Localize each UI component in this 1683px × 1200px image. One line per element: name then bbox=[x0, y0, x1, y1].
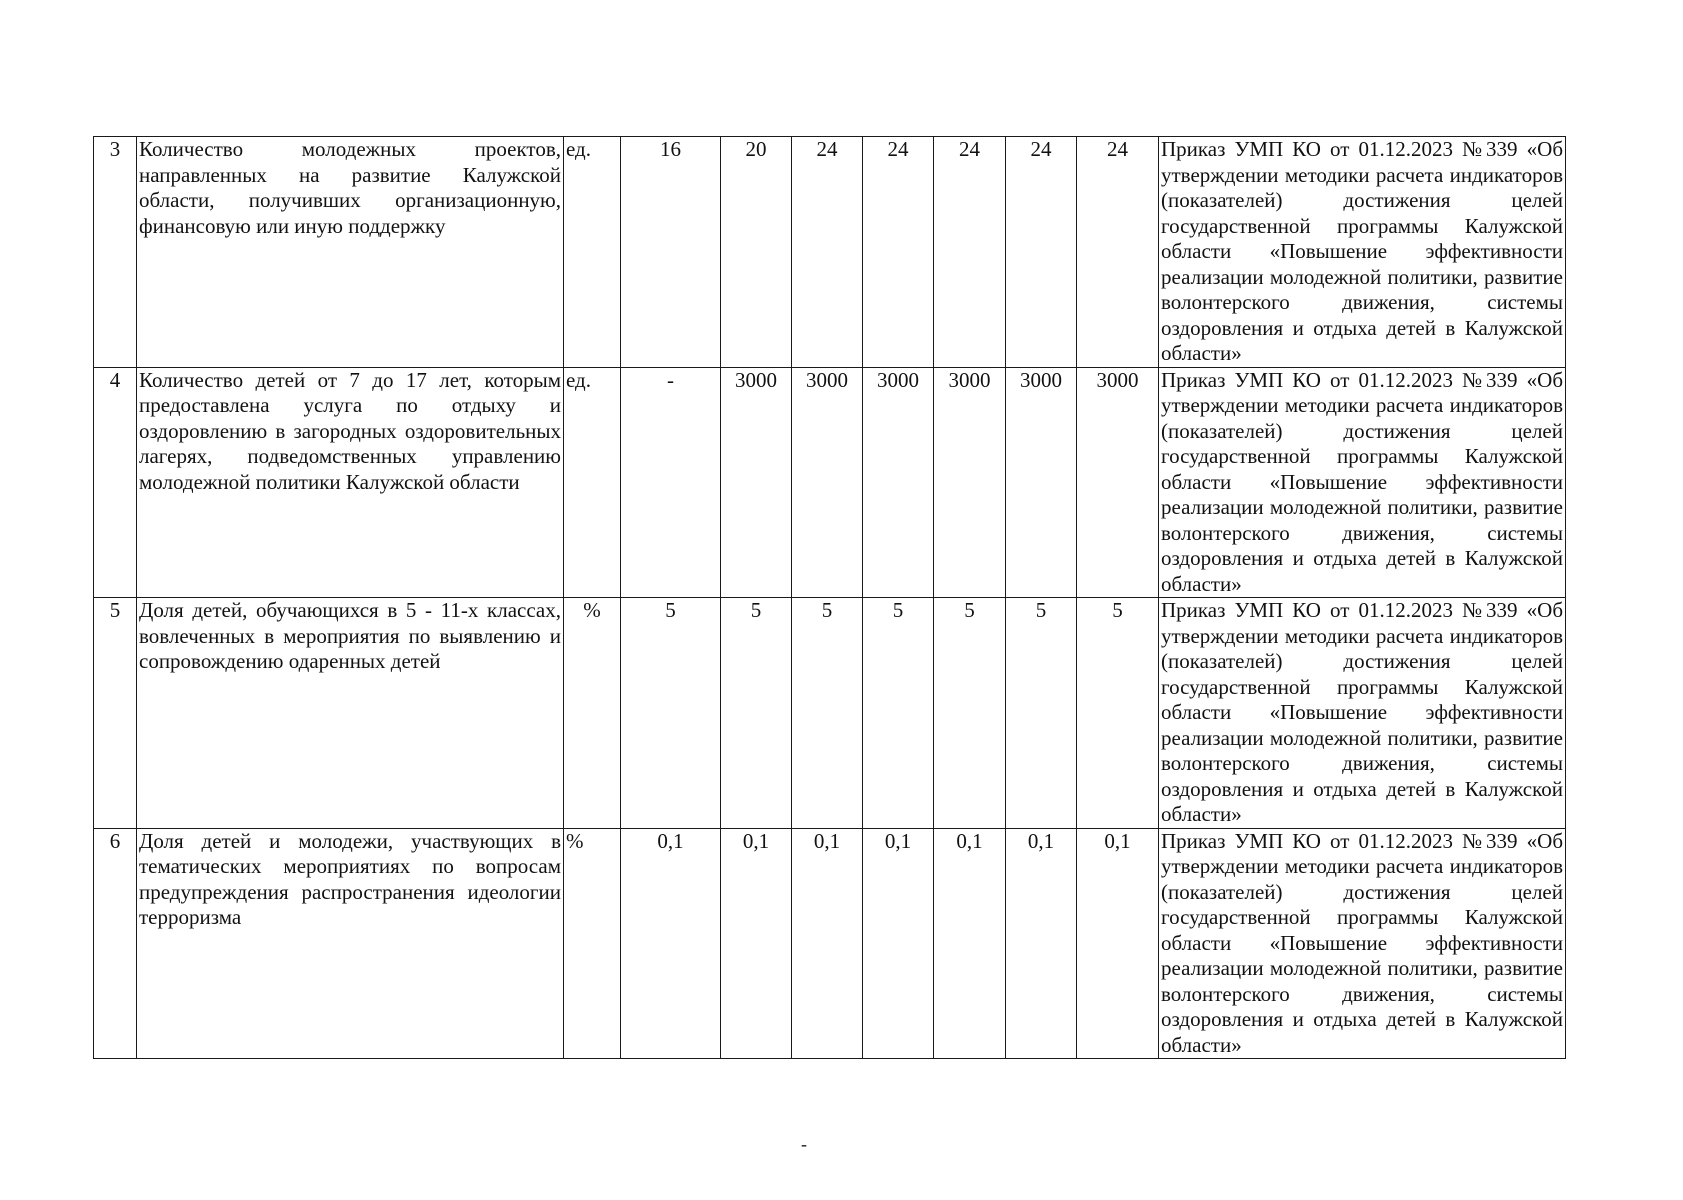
value-cell: 16 bbox=[621, 137, 721, 368]
value-cell: 24 bbox=[1006, 137, 1077, 368]
table-row bbox=[94, 137, 1566, 368]
value-cell: 3000 bbox=[792, 367, 863, 598]
page-mark: - bbox=[801, 1134, 807, 1154]
unit-cell: % bbox=[564, 828, 621, 1059]
value-cell: 24 bbox=[934, 137, 1006, 368]
value-cell: 0,1 bbox=[621, 828, 721, 1059]
indicator-name: Количество молодежных проектов, направленных на развитие Калужской области, получивших организационную, финансовую или иную поддержку bbox=[137, 137, 564, 368]
source-cell: Приказ УМП КО от 01.12.2023 №339 «Об утверждении методики расчета индикаторов (показателей) достижения целей государственной программы Калужской области «Повышение эффективности реализации молодежной политики, развитие волонтерского движения, системы оздоровления и отдыха детей в Калужской области» bbox=[1159, 367, 1566, 598]
value-cell: 0,1 bbox=[934, 828, 1006, 1059]
indicator-name: Доля детей, обучающихся в 5 - 11-х классах, вовлеченных в мероприятия по выявлению и сопровождению одаренных детей bbox=[137, 598, 564, 829]
value-cell: 3000 bbox=[1006, 367, 1077, 598]
value-cell: 3000 bbox=[863, 367, 934, 598]
value-cell: 5 bbox=[1006, 598, 1077, 829]
value-cell: 5 bbox=[863, 598, 934, 829]
value-cell: 0,1 bbox=[1006, 828, 1077, 1059]
value-cell: 0,1 bbox=[863, 828, 934, 1059]
row-number: 6 bbox=[94, 828, 137, 1059]
value-cell: 0,1 bbox=[721, 828, 792, 1059]
unit-cell: % bbox=[564, 598, 621, 829]
unit-cell: ед. bbox=[564, 137, 621, 368]
value-cell: 3000 bbox=[1077, 367, 1159, 598]
value-cell: 24 bbox=[1077, 137, 1159, 368]
table-row bbox=[94, 598, 1566, 829]
table-row bbox=[94, 828, 1566, 1059]
indicator-name: Количество детей от 7 до 17 лет, которым предоставлена услуга по отдыху и оздоровлению в загородных оздоровительных лагерях, подведомственных управлению молодежной политики Калужской области bbox=[137, 367, 564, 598]
table-row bbox=[94, 367, 1566, 598]
value-cell: 3000 bbox=[721, 367, 792, 598]
value-cell: 0,1 bbox=[1077, 828, 1159, 1059]
value-cell: 5 bbox=[1077, 598, 1159, 829]
row-number: 3 bbox=[94, 137, 137, 368]
row-number: 5 bbox=[94, 598, 137, 829]
indicator-name: Доля детей и молодежи, участвующих в тематических мероприятиях по вопросам предупреждения распространения идеологии терроризма bbox=[137, 828, 564, 1059]
source-cell: Приказ УМП КО от 01.12.2023 №339 «Об утверждении методики расчета индикаторов (показателей) достижения целей государственной программы Калужской области «Повышение эффективности реализации молодежной политики, развитие волонтерского движения, системы оздоровления и отдыха детей в Калужской области» bbox=[1159, 137, 1566, 368]
value-cell: 0,1 bbox=[792, 828, 863, 1059]
value-cell: 5 bbox=[721, 598, 792, 829]
unit-cell: ед. bbox=[564, 367, 621, 598]
value-cell: 20 bbox=[721, 137, 792, 368]
value-cell: 5 bbox=[934, 598, 1006, 829]
value-cell: - bbox=[621, 367, 721, 598]
value-cell: 5 bbox=[621, 598, 721, 829]
value-cell: 24 bbox=[863, 137, 934, 368]
value-cell: 24 bbox=[792, 137, 863, 368]
row-number: 4 bbox=[94, 367, 137, 598]
source-cell: Приказ УМП КО от 01.12.2023 №339 «Об утверждении методики расчета индикаторов (показателей) достижения целей государственной программы Калужской области «Повышение эффективности реализации молодежной политики, развитие волонтерского движения, системы оздоровления и отдыха детей в Калужской области» bbox=[1159, 598, 1566, 829]
value-cell: 3000 bbox=[934, 367, 1006, 598]
value-cell: 5 bbox=[792, 598, 863, 829]
indicators-table bbox=[93, 136, 1566, 1059]
source-cell: Приказ УМП КО от 01.12.2023 №339 «Об утверждении методики расчета индикаторов (показателей) достижения целей государственной программы Калужской области «Повышение эффективности реализации молодежной политики, развитие волонтерского движения, системы оздоровления и отдыха детей в Калужской области» bbox=[1159, 828, 1566, 1059]
